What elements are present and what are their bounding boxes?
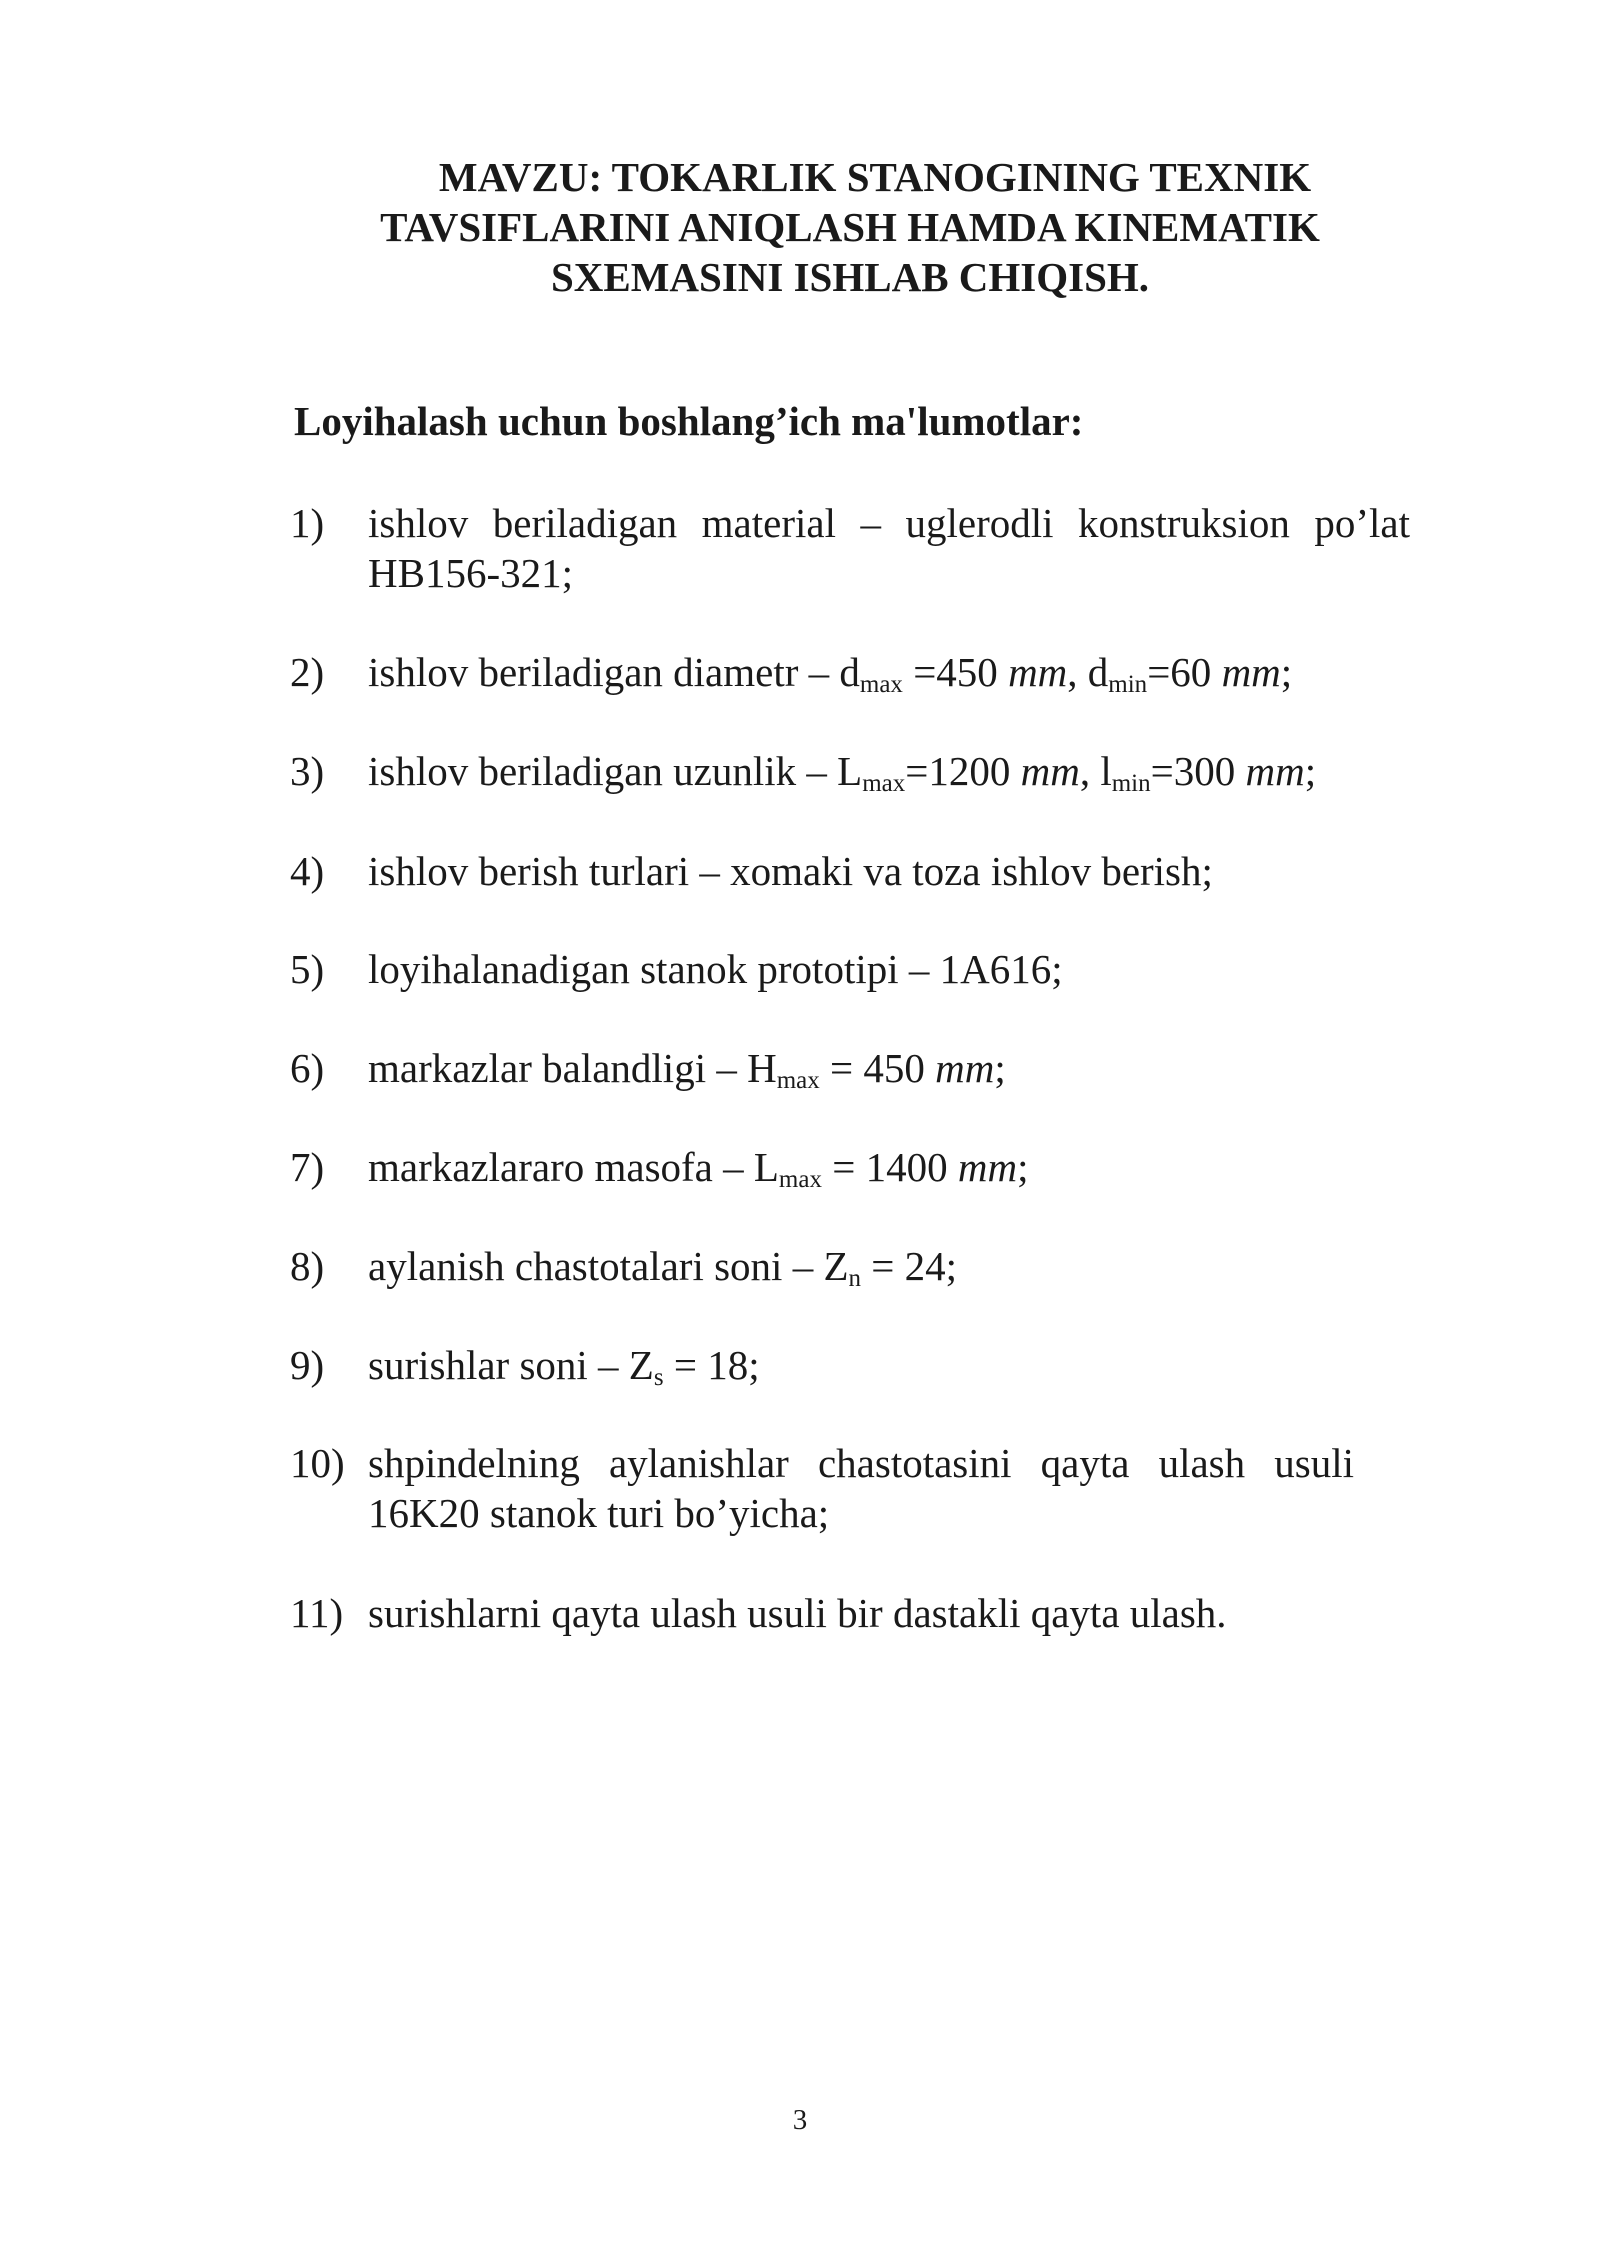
item-text: loyihalanadigan stanok prototipi – 1A616; xyxy=(368,946,1063,992)
item-text: surishlar soni – Z xyxy=(368,1342,654,1388)
item-text: ; xyxy=(1304,748,1317,794)
list-item-number: 4) xyxy=(290,848,325,894)
item-text: ishlov beriladigan material – uglerodli konstruksion po’lat HB156-321; xyxy=(368,500,1410,596)
list-item-text xyxy=(368,944,1410,994)
list-item-text xyxy=(368,1588,1410,1638)
item-text: ishlov beriladigan diametr – d xyxy=(368,649,860,695)
title-line-3: SXEMASINI ISHLAB CHIQISH. xyxy=(550,254,1150,300)
list-item-10 xyxy=(290,1438,1354,1538)
list-item-number: 5) xyxy=(290,946,325,992)
item-text: , l xyxy=(1079,748,1112,794)
list-item-number: 3) xyxy=(290,748,325,794)
item-text: ; xyxy=(994,1045,1006,1091)
list-item-4 xyxy=(290,846,1410,896)
list-item-number: 6) xyxy=(290,1045,325,1091)
unit: mm xyxy=(1020,748,1080,794)
list-item-text xyxy=(368,746,1410,796)
list-item-text xyxy=(368,1340,1410,1390)
list-item-text xyxy=(368,1043,1410,1093)
item-text: shpindelning aylanishlar chastotasini qayta ulash usuli 16K20 stanok turi bo’yicha; xyxy=(368,1440,1354,1536)
item-text: =300 xyxy=(1150,748,1246,794)
list-item-5 xyxy=(290,944,1410,994)
list-item-number: 7) xyxy=(290,1144,325,1190)
item-text: =1200 xyxy=(905,748,1021,794)
item-text: = 1400 xyxy=(821,1144,958,1190)
subscript: n xyxy=(848,1265,861,1292)
subscript: max xyxy=(778,1166,822,1193)
document-title xyxy=(330,152,1370,302)
item-text: markazlararo masofa – L xyxy=(368,1144,779,1190)
unit: mm xyxy=(957,1144,1018,1190)
item-text: ishlov beriladigan uzunlik – L xyxy=(368,748,863,794)
list-item-2 xyxy=(290,647,1410,697)
unit: mm xyxy=(1245,748,1305,794)
subscript: max xyxy=(776,1067,820,1094)
title-line-1: MAVZU: TOKARLIK STANOGINING TEXNIK xyxy=(438,154,1312,200)
list-item-9 xyxy=(290,1340,1410,1390)
list-item-number: 11) xyxy=(290,1590,344,1636)
list-item-text xyxy=(368,1142,1410,1192)
item-text: ; xyxy=(1280,649,1293,695)
page-number: 3 xyxy=(792,2104,808,2136)
unit: mm xyxy=(1221,649,1281,695)
item-text: surishlarni qayta ulash usuli bir dastakli qayta ulash. xyxy=(368,1590,1227,1636)
list-item-text xyxy=(368,1241,1410,1291)
list-item-11 xyxy=(290,1588,1410,1638)
item-text: = 18; xyxy=(663,1342,760,1388)
list-item-number: 2) xyxy=(290,649,325,695)
item-text: aylanish chastotalari soni – Z xyxy=(368,1243,849,1289)
item-text: markazlar balandligi – H xyxy=(368,1045,777,1091)
list-item-1 xyxy=(290,498,1410,598)
subscript: min xyxy=(1108,671,1148,698)
item-text: =60 xyxy=(1147,649,1222,695)
item-text: = 24; xyxy=(861,1243,958,1289)
unit: mm xyxy=(935,1045,995,1091)
item-text: =450 xyxy=(902,649,1009,695)
list-item-7 xyxy=(290,1142,1410,1192)
item-text: ishlov berish turlari – xomaki va toza ishlov berish; xyxy=(368,848,1213,894)
title-line-2: TAVSIFLARINI ANIQLASH HAMDA KINEMATIK xyxy=(380,204,1320,250)
list-item-3 xyxy=(290,746,1410,796)
list-item-6 xyxy=(290,1043,1410,1093)
list-item-text xyxy=(368,846,1410,896)
section-heading: Loyihalash uchun boshlang’ich ma'lumotlar: xyxy=(294,398,1084,444)
unit: mm xyxy=(1008,649,1068,695)
list-item-text xyxy=(368,647,1410,697)
list-item-8 xyxy=(290,1241,1410,1291)
item-text: ; xyxy=(1017,1144,1029,1190)
list-item-text xyxy=(368,1438,1354,1538)
list-item-number: 8) xyxy=(290,1243,325,1289)
list-item-number: 10) xyxy=(290,1440,345,1486)
list-item-text xyxy=(368,498,1410,598)
list-item-number: 9) xyxy=(290,1342,325,1388)
item-text: , d xyxy=(1067,649,1109,695)
subscript: max xyxy=(862,770,906,797)
subscript: max xyxy=(859,671,903,698)
item-text: = 450 xyxy=(819,1045,936,1091)
list-item-number: 1) xyxy=(290,500,325,546)
subscript: s xyxy=(653,1364,664,1391)
subscript: min xyxy=(1111,770,1151,797)
